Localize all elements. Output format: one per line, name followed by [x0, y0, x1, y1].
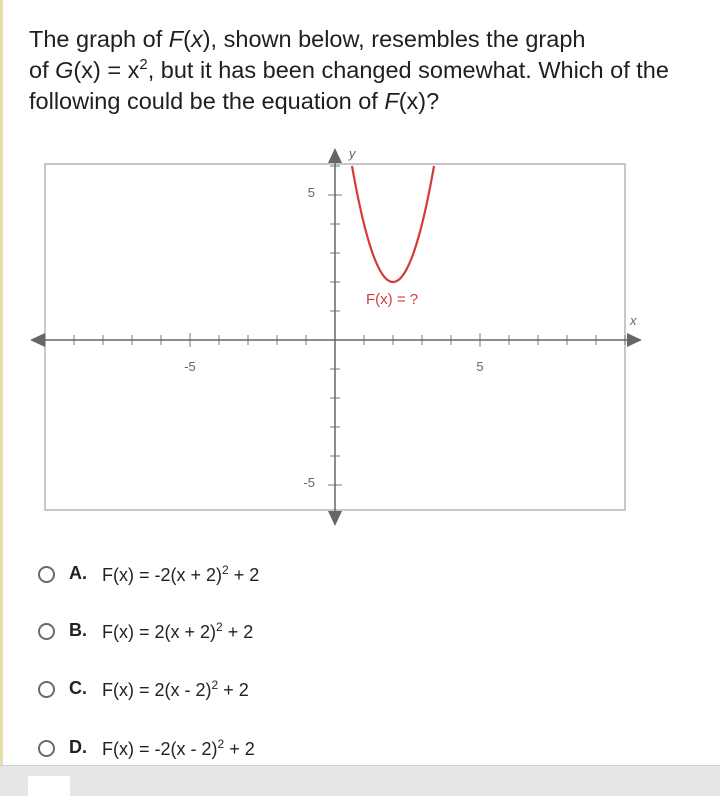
radio-b[interactable] — [38, 623, 55, 640]
option-c-equation: F(x) = 2(x - 2)$^2$ + 2 — [102, 678, 249, 700]
graph-container — [0, 140, 720, 530]
y-tick-label-5: 5 — [307, 185, 315, 200]
radio-a[interactable] — [38, 566, 55, 583]
option-c[interactable] — [38, 671, 438, 711]
radio-d[interactable] — [38, 740, 55, 757]
x-tick-label-5: 5 — [476, 359, 484, 374]
option-d-equation: F(x) = -2(x - 2)$^2$ + 2 — [102, 737, 255, 759]
option-c-letter: C. — [69, 678, 87, 698]
option-d[interactable] — [38, 730, 438, 770]
y-axis-top-arrow — [328, 148, 342, 163]
toolbar-tab-button[interactable] — [28, 776, 70, 796]
bottom-toolbar — [0, 765, 720, 796]
radio-c[interactable] — [38, 681, 55, 698]
question-text: The graph of F(x), shown below, resembles the graph of $G(x) = x^2$, but it has been changed somewhat. Which of the following could be the equation of F(x)? — [29, 26, 669, 114]
option-b-equation: $F(x) = 2(x + 2)^2 + 2$ — [102, 620, 254, 642]
x-axis-left-arrow — [30, 333, 45, 347]
option-d-letter: D. — [69, 737, 87, 757]
x-axis-right-arrow — [627, 333, 642, 347]
option-b-letter: B. — [69, 620, 87, 640]
option-a-letter: A. — [69, 563, 87, 583]
y-tick-label-neg5: -5 — [303, 475, 315, 490]
x-axis-label: x — [630, 313, 637, 328]
option-a[interactable] — [38, 556, 438, 596]
curve-label: F(x) = ? — [366, 291, 419, 308]
y-axis-label: y — [349, 146, 356, 161]
function-graph — [0, 140, 720, 530]
x-tick-label-neg5: -5 — [184, 359, 196, 374]
option-b[interactable] — [38, 613, 438, 653]
y-axis-bottom-arrow — [328, 511, 342, 526]
option-a-equation: $F(x) = -2(x + 2)^2 + 2$ — [102, 563, 260, 585]
